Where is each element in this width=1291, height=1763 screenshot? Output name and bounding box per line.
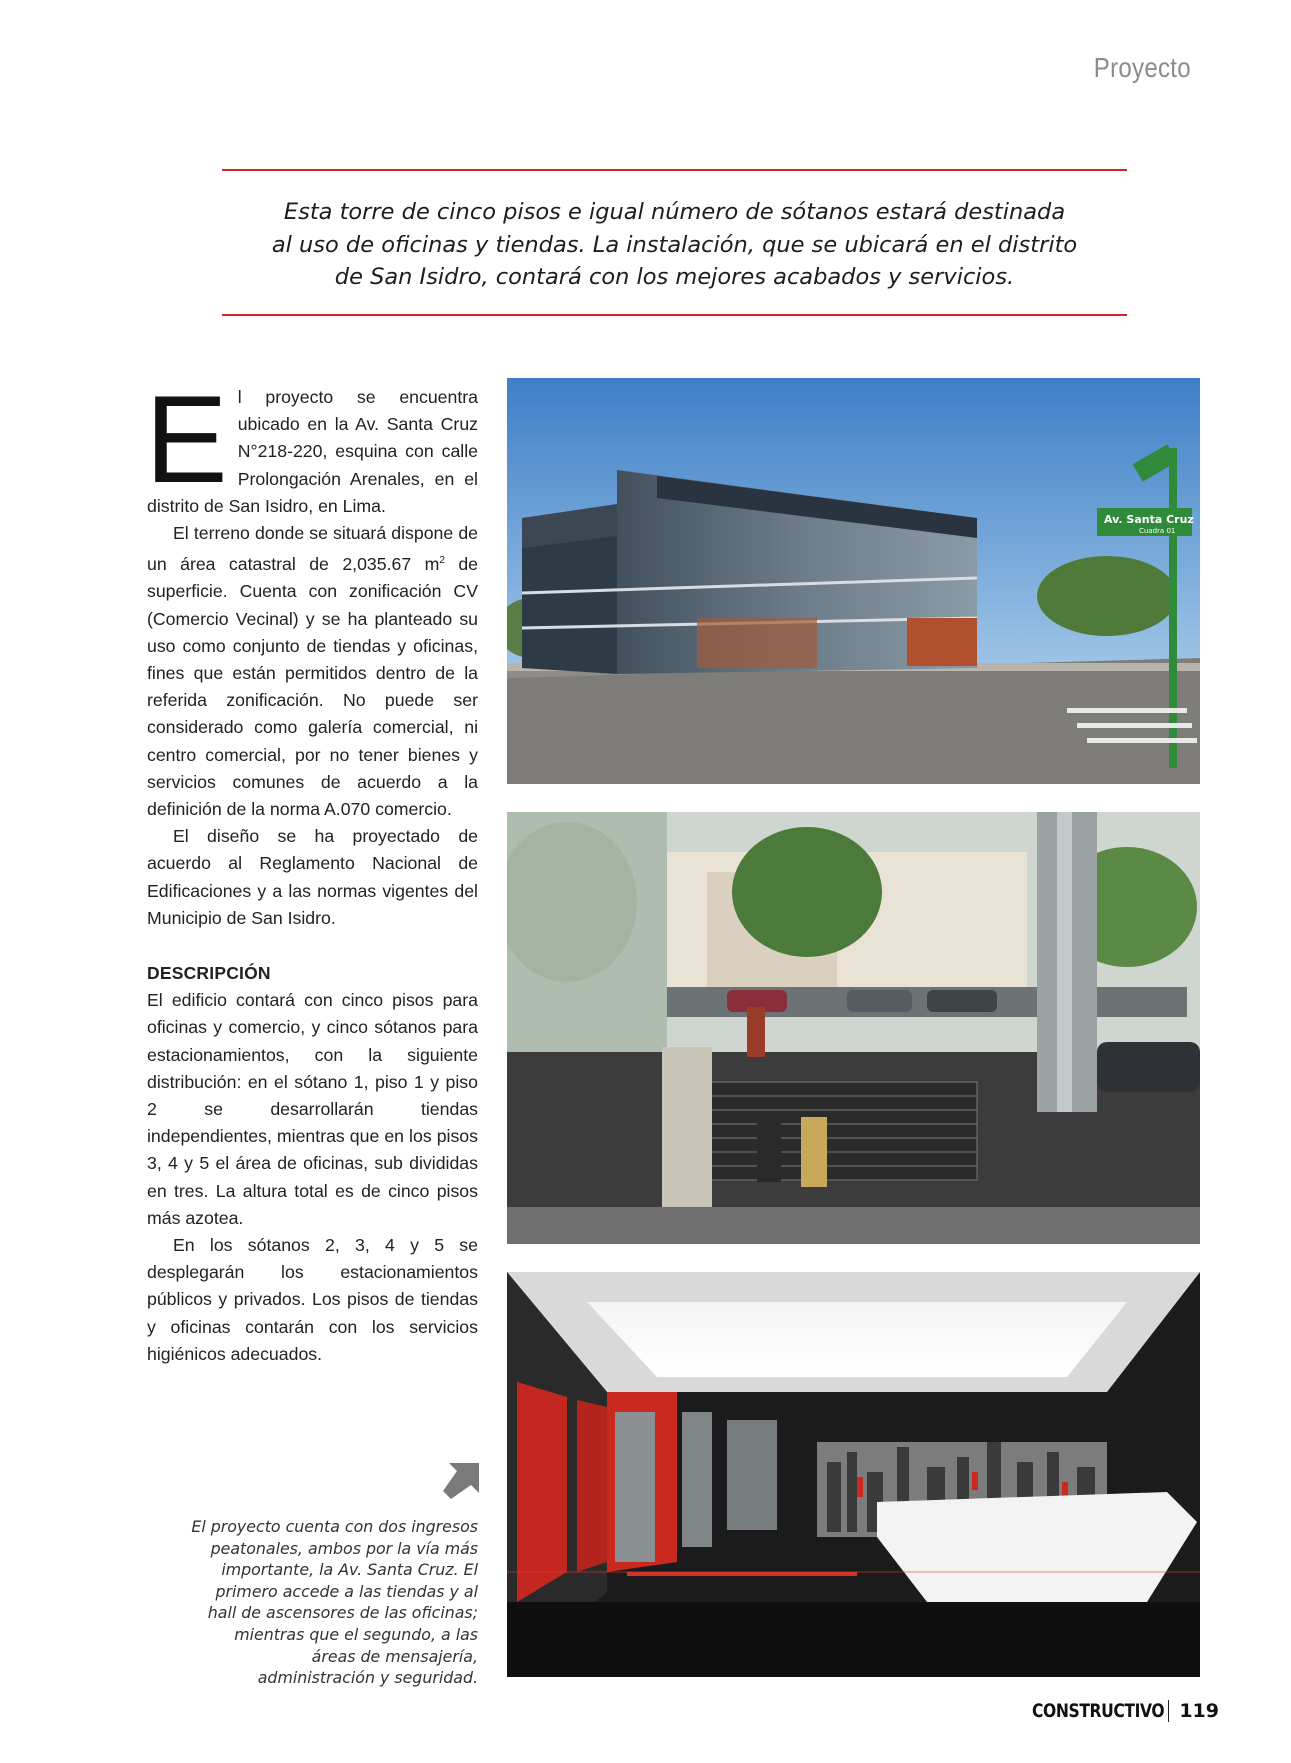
- lead-line: al uso de oficinas y tiendas. La instalación, que se ubicará en el distrito: [271, 231, 1078, 258]
- lead-text: [222, 196, 1127, 294]
- page-footer: [1003, 1700, 1219, 1722]
- street-sign-subtext: Cuadra 01: [1139, 527, 1176, 535]
- elevator-hall-photo: [507, 1272, 1200, 1677]
- article-body: [145, 371, 478, 1368]
- exterior-rendering-photo: [507, 378, 1200, 784]
- lobby-stairs-photo: [507, 812, 1200, 1244]
- section-heading: DESCRIPCIÓN: [147, 962, 271, 983]
- superscript: 2: [439, 555, 445, 567]
- drop-cap: E: [145, 371, 228, 509]
- paragraph-text: El terreno donde se situará dispone de un área catastral de 2,035.67 m: [147, 523, 478, 575]
- article-paragraph: En los sótanos 2, 3, 4 y 5 se desplegarán los estacionamientos públicos y privados. Los pisos de tiendas y oficinas contarán con los servicios higiénicos adecuados.: [147, 1234, 478, 1364]
- lead-top-rule: [222, 169, 1127, 171]
- arrow-up-right-icon: [443, 1463, 479, 1499]
- lead-bottom-rule: [222, 314, 1127, 316]
- magazine-brand: CONSTRUCTIVO: [1031, 1700, 1164, 1722]
- article-paragraph: [147, 520, 478, 823]
- street-sign-text: Av. Santa Cruz: [1104, 513, 1194, 526]
- paragraph-text: de superficie. Cuenta con zonificación CV (Comercio Vecinal) y se ha planteado su uso como conjunto de tiendas y oficinas, fines que están permitidos dentro de la referida zonificación. No puede ser considerado como galería comercial, ni centro comercial, por no tener bienes y servicios comunes de acuerdo a la definición de la norma A.070 comercio.: [147, 554, 478, 819]
- article-paragraph: El edificio contará con cinco pisos para oficinas y comercio, y cinco sótanos para estacionamientos, con la siguiente distribución: en el sótano 1, piso 1 y piso 2 se desarrollarán tiendas independientes, mientras que en los pisos 3, 4 y 5 el área de oficinas, sub divididas en tres. La altura total es de cinco pisos más azotea.: [147, 990, 478, 1228]
- photo-caption: El proyecto cuenta con dos ingresos peatonales, ambos por la vía más importante, la Av. Santa Cruz. El primero accede a las tiendas y al hall de ascensores de las oficinas; mientras que el segundo, a las áreas de mensajería, administración y seguridad.: [191, 1517, 478, 1688]
- footer-separator: [1168, 1700, 1170, 1722]
- lead-line: Esta torre de cinco pisos e igual número de sótanos estará destinada: [283, 199, 1066, 225]
- page-number: 119: [1179, 1700, 1219, 1722]
- section-label: Proyecto: [1093, 52, 1191, 83]
- lead-line: de San Isidro, contará con los mejores acabados y servicios.: [334, 264, 1015, 290]
- article-paragraph: El diseño se ha proyectado de acuerdo al Reglamento Nacional de Edificaciones y a las normas vigentes del Municipio de San Isidro.: [147, 826, 478, 928]
- article-paragraph: l proyecto se encuentra ubicado en la Av. Santa Cruz N°218-220, esquina con calle Prolongación Arenales, en el distrito de San Isidro, en Lima.: [147, 387, 478, 516]
